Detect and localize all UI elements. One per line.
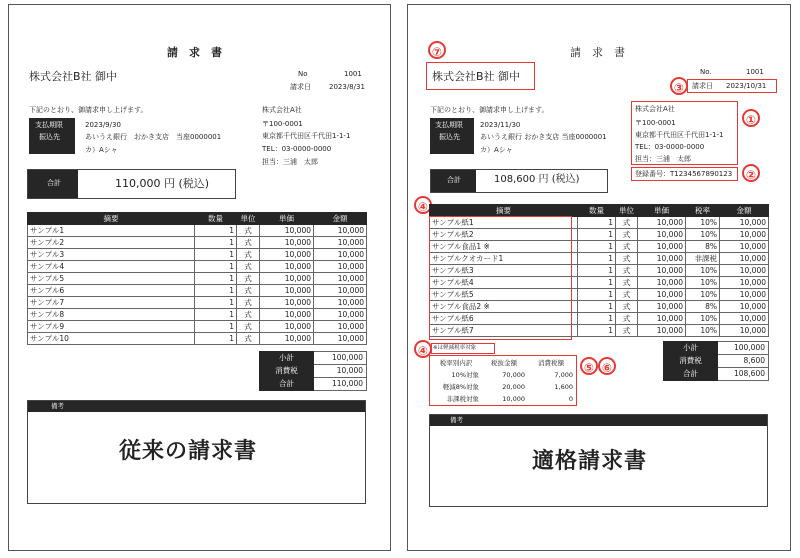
item-tax-rate: 10% <box>686 277 720 289</box>
item-unit: 式 <box>237 285 260 297</box>
item-amount: 10,000 <box>720 289 769 301</box>
item-unit: 式 <box>237 321 260 333</box>
item-qty: 1 <box>578 313 616 325</box>
due-label: 支払期限 <box>35 121 63 129</box>
customer-name: 株式会社B社 御中 <box>29 70 118 83</box>
table-header-row <box>430 205 769 217</box>
total-label: 合計 <box>260 378 314 391</box>
marker-7: ⑦ <box>428 41 446 59</box>
item-unit: 式 <box>616 301 638 313</box>
total-row <box>260 378 367 391</box>
item-unit: 式 <box>237 309 260 321</box>
item-amount: 10,000 <box>314 237 367 249</box>
item-price: 10,000 <box>260 285 314 297</box>
item-amount: 10,000 <box>720 277 769 289</box>
totals-table <box>259 351 367 391</box>
item-name: サンプル5 <box>28 273 195 285</box>
qualified-invoice <box>407 4 791 551</box>
item-amount: 10,000 <box>314 309 367 321</box>
item-price: 10,000 <box>260 309 314 321</box>
invoice-no-label: No. <box>700 68 712 76</box>
item-qty: 1 <box>578 241 616 253</box>
item-amount: 10,000 <box>720 325 769 337</box>
item-price: 10,000 <box>260 261 314 273</box>
intro-text: 下記のとおり、御請求申し上げます。 <box>29 106 148 114</box>
due-label: 支払期限 <box>435 121 463 129</box>
subtotal-value: 100,000 <box>718 342 769 355</box>
table-row <box>28 225 367 237</box>
item-name: サンプルクオカード1 <box>430 253 578 265</box>
item-price: 10,000 <box>260 273 314 285</box>
customer-name: 株式会社B社 御中 <box>432 70 521 83</box>
grand-total-value: 110,000 円 (税込) <box>115 177 210 190</box>
item-tax-rate: 非課税 <box>686 253 720 265</box>
tax-breakdown-table <box>431 357 575 405</box>
item-amount: 10,000 <box>720 313 769 325</box>
item-amount: 10,000 <box>720 241 769 253</box>
item-unit: 式 <box>616 313 638 325</box>
tax-value: 10,000 <box>314 365 367 378</box>
item-amount: 10,000 <box>314 333 367 345</box>
invoice-no-value: 1001 <box>344 70 362 78</box>
item-name: サンプル9 <box>28 321 195 333</box>
notes-header <box>430 415 767 426</box>
tax-row <box>664 355 769 368</box>
item-name: サンプル10 <box>28 333 195 345</box>
table-row <box>28 237 367 249</box>
invoice-title: 請 求 書 <box>570 46 625 59</box>
notes-header <box>28 401 365 412</box>
item-unit: 式 <box>616 229 638 241</box>
issuer-address: 東京都千代田区千代田1-1-1 <box>635 131 724 139</box>
item-unit: 式 <box>237 261 260 273</box>
item-name: サンプル紙4 <box>430 277 578 289</box>
bank-label: 振込先 <box>39 133 60 141</box>
bank-holder: カ）Aシャ <box>480 146 513 154</box>
item-amount: 10,000 <box>314 249 367 261</box>
tax-base: 10,000 <box>502 395 525 403</box>
item-price: 10,000 <box>260 297 314 309</box>
bank-label: 振込先 <box>439 133 460 141</box>
item-tax-rate: 10% <box>686 229 720 241</box>
total-row <box>664 368 769 381</box>
item-tax-rate: 10% <box>686 217 720 229</box>
marker-3: ③ <box>670 77 688 95</box>
item-tax-rate: 10% <box>686 265 720 277</box>
item-qty: 1 <box>195 225 237 237</box>
tax-amount: 7,000 <box>554 371 573 379</box>
item-amount: 10,000 <box>314 285 367 297</box>
item-price: 10,000 <box>638 217 686 229</box>
conventional-invoice <box>8 4 391 551</box>
header-description: 摘要 <box>430 205 578 217</box>
item-amount: 10,000 <box>720 301 769 313</box>
grand-total-value: 108,600 円 (税込) <box>494 174 580 185</box>
subtotal-value: 100,000 <box>314 352 367 365</box>
issuer-person: 担当：三浦 太郎 <box>635 155 691 163</box>
tax-rate-label: 非課税対象 <box>446 395 479 403</box>
item-name: サンプル3 <box>28 249 195 261</box>
item-qty: 1 <box>195 321 237 333</box>
item-qty: 1 <box>195 261 237 273</box>
item-unit: 式 <box>237 249 260 261</box>
item-price: 10,000 <box>638 241 686 253</box>
item-qty: 1 <box>578 229 616 241</box>
issuer-person: 担当：三浦 太郎 <box>262 158 318 166</box>
table-row <box>28 261 367 273</box>
header-quantity: 数量 <box>195 213 237 225</box>
tax-header-rate: 税率別内訳 <box>439 359 473 367</box>
item-price: 10,000 <box>638 277 686 289</box>
header-unit: 単位 <box>237 213 260 225</box>
table-row <box>28 297 367 309</box>
item-amount: 10,000 <box>314 297 367 309</box>
item-tax-rate: 10% <box>686 313 720 325</box>
item-name: サンプル紙5 <box>430 289 578 301</box>
item-unit: 式 <box>616 253 638 265</box>
item-unit: 式 <box>616 325 638 337</box>
subtotal-row <box>260 352 367 365</box>
tax-base: 20,000 <box>502 383 525 391</box>
item-price: 10,000 <box>260 333 314 345</box>
item-unit: 式 <box>237 225 260 237</box>
caption-qualified: 適格請求書 <box>532 449 648 474</box>
marker-4-items: ④ <box>414 196 432 214</box>
total-value: 110,000 <box>314 378 367 391</box>
item-tax-rate: 8% <box>686 301 720 313</box>
table-row <box>28 309 367 321</box>
item-name: サンプル1 <box>28 225 195 237</box>
item-price: 10,000 <box>638 265 686 277</box>
item-name: サンプル紙7 <box>430 325 578 337</box>
invoice-no-value: 1001 <box>746 68 764 76</box>
item-unit: 式 <box>237 273 260 285</box>
reduced-rate-note: ※は軽減税率対象 <box>433 345 477 351</box>
total-label: 合計 <box>664 368 718 381</box>
header-unit-price: 単価 <box>638 205 686 217</box>
item-name: サンプル2 <box>28 237 195 249</box>
table-header-row <box>28 213 367 225</box>
tax-breakdown-row <box>431 381 575 393</box>
notes-label: 備考 <box>450 416 463 424</box>
invoice-date-label: 請求日 <box>290 83 311 91</box>
header-tax-rate: 税率 <box>686 205 720 217</box>
item-qty: 1 <box>195 309 237 321</box>
item-amount: 10,000 <box>720 265 769 277</box>
issuer-company: 株式会社A社 <box>262 106 302 114</box>
item-price: 10,000 <box>260 249 314 261</box>
header-quantity: 数量 <box>578 205 616 217</box>
header-unit-price: 単価 <box>260 213 314 225</box>
caption-conventional: 従来の請求書 <box>119 439 258 464</box>
item-tax-rate: 10% <box>686 289 720 301</box>
invoice-date-value: 2023/8/31 <box>329 83 365 91</box>
marker-5: ⑤ <box>580 357 598 375</box>
tax-breakdown-row <box>431 393 575 405</box>
tax-value: 8,600 <box>718 355 769 368</box>
issuer-address: 東京都千代田区千代田1-1-1 <box>262 132 351 140</box>
item-amount: 10,000 <box>314 273 367 285</box>
marker-4-note: ④ <box>414 340 432 358</box>
subtotal-label: 小計 <box>260 352 314 365</box>
item-qty: 1 <box>195 333 237 345</box>
item-price: 10,000 <box>638 253 686 265</box>
item-qty: 1 <box>578 277 616 289</box>
due-date: 2023/11/30 <box>480 121 521 129</box>
item-price: 10,000 <box>638 313 686 325</box>
tax-rate-label: 10%対象 <box>451 371 479 379</box>
item-name: サンプル8 <box>28 309 195 321</box>
table-row <box>28 249 367 261</box>
due-date: 2023/9/30 <box>85 121 121 129</box>
marker-6: ⑥ <box>598 357 616 375</box>
tax-row <box>260 365 367 378</box>
invoice-no-label: No <box>298 70 308 78</box>
tax-amount: 0 <box>568 395 573 403</box>
tax-base: 70,000 <box>502 371 525 379</box>
item-amount: 10,000 <box>720 217 769 229</box>
item-qty: 1 <box>195 285 237 297</box>
item-unit: 式 <box>616 277 638 289</box>
item-price: 10,000 <box>638 301 686 313</box>
item-name: サンプル食品1 ※ <box>430 241 578 253</box>
table-row <box>28 273 367 285</box>
item-name: サンプル食品2 ※ <box>430 301 578 313</box>
tax-rate-label: 軽減8%対象 <box>442 383 479 391</box>
item-name: サンプル紙6 <box>430 313 578 325</box>
table-row <box>28 285 367 297</box>
grand-total-label: 合計 <box>47 179 61 187</box>
header-amount: 金額 <box>720 205 769 217</box>
item-qty: 1 <box>578 265 616 277</box>
tax-header-base: 税抜金額 <box>491 359 517 367</box>
tax-header-tax: 消費税額 <box>538 359 564 367</box>
item-amount: 10,000 <box>314 321 367 333</box>
item-qty: 1 <box>195 273 237 285</box>
item-price: 10,000 <box>260 237 314 249</box>
item-unit: 式 <box>237 237 260 249</box>
invoice-title: 請 求 書 <box>167 46 222 59</box>
item-name: サンプル紙2 <box>430 229 578 241</box>
invoice-date-label: 請求日 <box>692 82 713 90</box>
item-price: 10,000 <box>638 229 686 241</box>
item-amount: 10,000 <box>720 229 769 241</box>
issuer-zip: 〒100-0001 <box>635 119 676 127</box>
item-price: 10,000 <box>638 325 686 337</box>
bank-account: あいうえ銀行 おかき支店 当座0000001 <box>85 133 222 141</box>
item-amount: 10,000 <box>314 261 367 273</box>
marker-1: ① <box>742 109 760 127</box>
tax-label: 消費税 <box>664 355 718 368</box>
item-price: 10,000 <box>260 225 314 237</box>
tax-label: 消費税 <box>260 365 314 378</box>
item-price: 10,000 <box>638 289 686 301</box>
bank-holder: カ）Aシャ <box>85 146 118 154</box>
item-name: サンプル紙1 <box>430 217 578 229</box>
notes-label: 備考 <box>51 402 64 410</box>
subtotal-row <box>664 342 769 355</box>
issuer-tel: TEL：03-0000-0000 <box>635 143 705 151</box>
invoice-date-value: 2023/10/31 <box>726 82 767 90</box>
intro-text: 下記のとおり、御請求申し上げます。 <box>430 106 549 114</box>
issuer-company: 株式会社A社 <box>635 105 675 113</box>
subtotal-label: 小計 <box>664 342 718 355</box>
header-description: 摘要 <box>28 213 195 225</box>
tax-breakdown-row <box>431 369 575 381</box>
item-amount: 10,000 <box>314 225 367 237</box>
item-tax-rate: 10% <box>686 325 720 337</box>
header-unit: 単位 <box>616 205 638 217</box>
total-value: 108,600 <box>718 368 769 381</box>
tax-amount: 1,600 <box>554 383 573 391</box>
item-unit: 式 <box>237 333 260 345</box>
bank-account: あいうえ銀行 おかき支店 当座0000001 <box>480 133 607 141</box>
item-name: サンプル紙3 <box>430 265 578 277</box>
item-qty: 1 <box>578 217 616 229</box>
item-qty: 1 <box>578 253 616 265</box>
tax-breakdown-header <box>431 357 575 369</box>
item-qty: 1 <box>578 325 616 337</box>
issuer-zip: 〒100-0001 <box>262 120 303 128</box>
item-name: サンプル6 <box>28 285 195 297</box>
item-unit: 式 <box>616 289 638 301</box>
header-amount: 金額 <box>314 213 367 225</box>
table-row <box>28 321 367 333</box>
line-items-table <box>27 212 367 345</box>
item-amount: 10,000 <box>720 253 769 265</box>
table-row <box>28 333 367 345</box>
item-qty: 1 <box>195 237 237 249</box>
totals-table <box>663 341 769 381</box>
item-unit: 式 <box>616 241 638 253</box>
marker-2: ② <box>742 164 760 182</box>
registration-number: 登録番号：T1234567890123 <box>635 170 733 178</box>
item-tax-rate: 8% <box>686 241 720 253</box>
grand-total-label: 合計 <box>447 176 461 184</box>
item-qty: 1 <box>195 297 237 309</box>
item-names-highlight <box>429 216 572 340</box>
item-name: サンプル7 <box>28 297 195 309</box>
item-qty: 1 <box>578 301 616 313</box>
item-qty: 1 <box>195 249 237 261</box>
item-price: 10,000 <box>260 321 314 333</box>
issuer-tel: TEL：03-0000-0000 <box>262 145 332 153</box>
item-name: サンプル4 <box>28 261 195 273</box>
item-unit: 式 <box>616 217 638 229</box>
item-unit: 式 <box>237 297 260 309</box>
item-unit: 式 <box>616 265 638 277</box>
item-qty: 1 <box>578 289 616 301</box>
